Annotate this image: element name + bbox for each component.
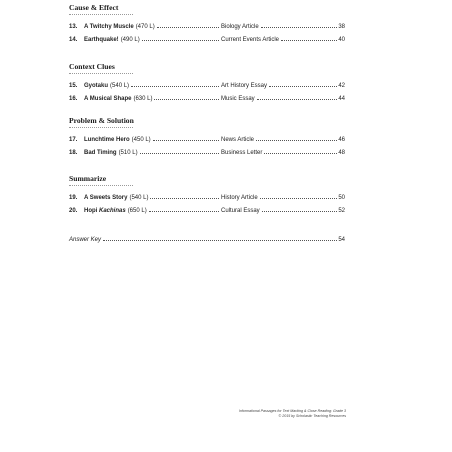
footer-book-title: Informational Passages for Text Marking & Close Reading: Grade 3 (238, 409, 346, 413)
entry-title: A Sweets Story (84, 195, 128, 201)
toc-entry-answer-key[interactable] (69, 237, 345, 243)
dot-leader (154, 99, 219, 100)
section-title: Summarize (69, 174, 107, 183)
entry-number: 15. (69, 83, 78, 89)
section-divider (69, 127, 133, 128)
toc-entry[interactable] (69, 205, 345, 218)
dot-leader (149, 211, 219, 212)
dot-leader (261, 27, 338, 28)
entry-lexile: (490 L) (120, 37, 140, 43)
dot-leader (131, 86, 219, 87)
entry-genre: News Article (221, 137, 255, 143)
entry-number: 19. (69, 195, 78, 201)
entry-number: 17. (69, 137, 78, 143)
entry-title: Bad Timing (84, 150, 117, 156)
entry-page-number: 48 (338, 150, 345, 156)
toc-entry[interactable] (69, 21, 345, 34)
toc-entry[interactable] (69, 93, 345, 106)
entry-genre: Cultural Essay (221, 208, 260, 214)
section-divider (69, 185, 133, 186)
toc-section-problem-solution (69, 116, 345, 160)
entry-number: 16. (69, 96, 78, 102)
dot-leader (260, 198, 338, 199)
entry-genre: History Article (221, 195, 258, 201)
entry-page-number: 42 (338, 83, 345, 89)
toc-entry[interactable] (69, 147, 345, 160)
entry-lexile: (450 L) (131, 137, 151, 143)
entry-genre: Art History Essay (221, 83, 268, 89)
section-title: Context Clues (69, 62, 115, 71)
section-divider (69, 73, 133, 74)
entry-number: 18. (69, 150, 78, 156)
section-title: Cause & Effect (69, 3, 119, 12)
dot-leader (256, 140, 337, 141)
dot-leader (142, 40, 219, 41)
entry-page-number: 44 (338, 96, 345, 102)
entry-genre: Business Letter (221, 150, 263, 156)
entry-lexile: (540 L) (110, 83, 130, 89)
entry-number: 14. (69, 37, 78, 43)
entry-page-number: 52 (338, 208, 345, 214)
entry-title: Gyotaku (84, 83, 109, 89)
entry-lexile: (540 L) (129, 195, 149, 201)
toc-section-summarize (69, 174, 345, 218)
entry-page-number: 50 (338, 195, 345, 201)
entry-page-number: 38 (338, 24, 345, 30)
dot-leader (257, 99, 338, 100)
section-title: Problem & Solution (69, 116, 134, 125)
section-divider (69, 14, 133, 15)
toc-entry[interactable] (69, 34, 345, 47)
answer-key-page-number: 54 (338, 237, 345, 243)
dot-leader (269, 86, 337, 87)
dot-leader (262, 211, 338, 212)
dot-leader (140, 153, 219, 154)
entry-title: Earthquake! (84, 37, 119, 43)
page-footer (239, 409, 346, 419)
entry-lexile: (470 L) (135, 24, 155, 30)
dot-leader (281, 40, 337, 41)
dot-leader (153, 140, 219, 141)
toc-entry[interactable] (69, 134, 345, 147)
toc-section-context-clues (69, 62, 345, 106)
footer-copyright: © 2015 by Scholastic Teaching Resources (278, 414, 346, 418)
dot-leader (264, 153, 337, 154)
toc-entry[interactable] (69, 80, 345, 93)
toc-section-cause-effect (69, 3, 345, 47)
entry-genre: Music Essay (221, 96, 255, 102)
entry-lexile: (650 L) (127, 208, 147, 214)
answer-key-label: Answer Key (69, 237, 102, 243)
entry-number: 20. (69, 208, 78, 214)
entry-title: A Musical Shape (84, 96, 132, 102)
entry-page-number: 46 (338, 137, 345, 143)
entry-title: A Twitchy Muscle (84, 24, 134, 30)
entry-page-number: 40 (338, 37, 345, 43)
dot-leader (150, 198, 219, 199)
entry-title: Lunchtime Hero (84, 137, 130, 143)
entry-lexile: (630 L) (133, 96, 153, 102)
entry-lexile: (510 L) (118, 150, 138, 156)
toc-entry[interactable] (69, 192, 345, 205)
entry-genre: Biology Article (221, 24, 259, 30)
entry-genre: Current Events Article (221, 37, 280, 43)
entry-title: Hopi Kachinas (84, 208, 126, 214)
dot-leader (157, 27, 219, 28)
entry-number: 13. (69, 24, 78, 30)
dot-leader (103, 240, 337, 241)
